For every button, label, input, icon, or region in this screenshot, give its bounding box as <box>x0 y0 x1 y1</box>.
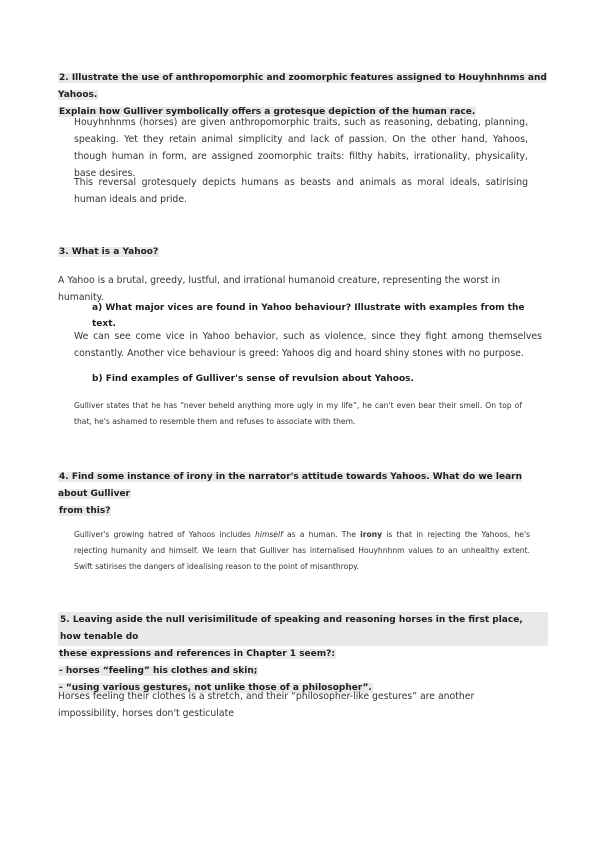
question-3-title: 3. What is a Yahoo? <box>59 247 159 257</box>
question-2-answer-para1: Houyhnhnms (horses) are given anthropomorphic traits, such as reasoning, debating, planning, speaking. Yet they retain animal simplicity and lack of passion. On the other hand, Yahoos, though human in form, are assigned zoomorphic traits: filthy habits, irrationality, physicality, base desires. <box>74 117 528 179</box>
question-2-title-line1: 2. Illustrate the use of anthropomorphic and zoomorphic features assigned to Houyhnhnms and Yahoos. <box>58 73 547 100</box>
question-4-title <box>58 469 548 520</box>
question-4-title-line1: 4. Find some instance of irony in the narrator's attitude towards Yahoos. What do we learn about Gulliver <box>58 472 523 499</box>
question-5-bullet2: - “using various gestures, not unlike those of a philosopher”. <box>59 683 372 693</box>
question-5-title-line2: these expressions and references in Chapter 1 seem?: <box>59 649 335 659</box>
question-3a-title: a) What major vices are found in Yahoo behaviour? Illustrate with examples from the text. <box>92 303 525 329</box>
question-3a-answer: We can see come vice in Yahoo behavior, such as violence, since they fight among themselves constantly. Another vice behaviour is greed: Yahoos dig and hoard shiny stones with no purpose. <box>74 331 542 359</box>
question-4-answer: Gulliver's growing hatred of Yahoos includes himself as a human. The irony is that in rejecting the Yahoos, he's rejecting humanity and himself. We learn that Gulliver has internalised Houyhnhnm values to an unhealthy extent. Swift satirises the dangers of idealising reason to the point of misanthropy. <box>74 530 531 571</box>
question-5-answer: Horses feeling their clothes is a stretch, and their “philosopher-like gestures” are another impossibility, horses don't gesticulate <box>58 691 475 719</box>
emphasis-irony: irony <box>360 530 383 539</box>
question-4-title-line2: from this? <box>59 506 111 516</box>
question-3b-answer: Gulliver states that he has “never beheld anything more ugly in my life”, he can't even bear their smell. On top of that, he's ashamed to resemble them and refuses to associate with them. <box>74 401 522 426</box>
emphasis-himself: himself <box>255 530 283 539</box>
question-2-title-line2: Explain how Gulliver symbolically offers a grotesque depiction of the human race. <box>59 107 476 117</box>
question-2-answer-para2: This reversal grotesquely depicts humans as beasts and animals as moral ideals, satirising human ideals and pride. <box>74 177 528 205</box>
question-5-bullet1: - horses “feeling” his clothes and skin; <box>59 666 258 676</box>
question-5-title <box>58 612 548 697</box>
question-3b-title: b) Find examples of Gulliver's sense of revulsion about Yahoos. <box>92 374 414 384</box>
question-3-answer: A Yahoo is a brutal, greedy, lustful, and irrational humanoid creature, representing the worst in humanity. <box>58 275 501 303</box>
question-5-title-line1: 5. Leaving aside the null verisimilitude of speaking and reasoning horses in the first place, how tenable do <box>58 612 548 646</box>
